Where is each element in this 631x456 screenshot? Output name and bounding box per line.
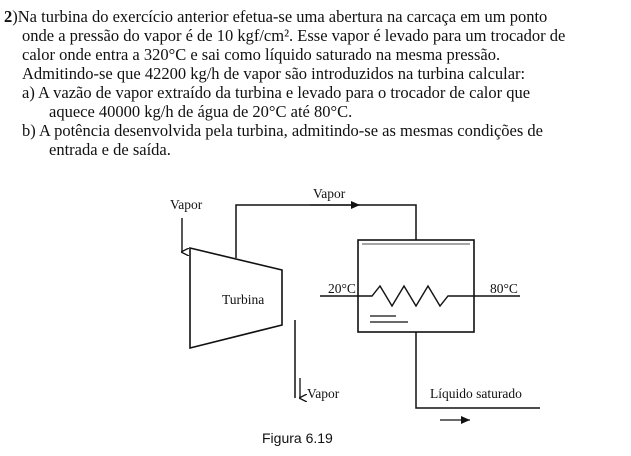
item-a-line-1: a) A vazão de vapor extraído da turbina e levado para o trocador de calor que — [22, 83, 531, 102]
label-saturated-liquid: Líquido saturado — [430, 386, 522, 401]
label-vapor-inlet: Vapor — [170, 197, 203, 212]
problem-number: 2 — [4, 7, 13, 26]
label-vapor-extraction: Vapor — [313, 186, 346, 201]
problem-line-3: calor onde entra a 320°C e sai como líquido saturado na mesma pressão. — [22, 45, 501, 64]
figure-caption: Figura 6.19 — [262, 430, 333, 446]
item-b-line-1: b) A potência desenvolvida pela turbina, admitindo-se as mesmas condições de — [22, 121, 543, 140]
problem-line-4: Admitindo-se que 42200 kg/h de vapor são introduzidos na turbina calcular: — [22, 64, 526, 83]
heat-exchanger — [358, 240, 474, 332]
extraction-pipe — [236, 205, 416, 258]
label-vapor-exhaust: Vapor — [307, 386, 340, 401]
label-turbina: Turbina — [222, 292, 265, 307]
item-a-line-2: aquece 40000 kg/h de água de 20°C até 80°C. — [49, 102, 353, 121]
item-b-line-2: entrada e de saída. — [49, 140, 171, 159]
label-water-in: 20°C — [328, 281, 356, 296]
problem-text-1: )Na turbina do exercício anterior efetua-se uma abertura na carcaça em um ponto — [12, 7, 548, 26]
label-water-out: 80°C — [490, 281, 518, 296]
problem-line-2: onde a pressão do vapor é de 10 kgf/cm². Esse vapor é levado para um trocador de — [22, 26, 566, 45]
